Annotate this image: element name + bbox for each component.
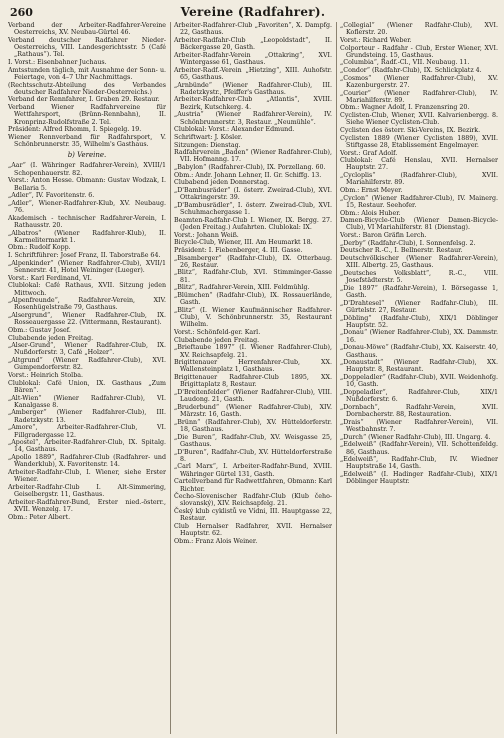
directory-entry: „Blümchen“ (Radfahr-Club), IX. Rossauerlände, Gasth. <box>174 291 332 307</box>
directory-entry: „Austria“ (Wiener Radfahrer-Verein), IV. Schönbrunnerstr. 3, Restaur. „Neumühle“. <box>174 111 332 126</box>
directory-entry: „Cycloplis“ (Radfahrer-Club), XVII. Mariahilferstr. 89. <box>340 172 498 187</box>
directory-entry: „Amberger“ (Wiener Radfahrer-Club), III. Radetzkystr. 13. <box>8 409 166 424</box>
directory-entry: Vorst.: Heinrich Stolba. <box>8 372 83 380</box>
directory-entry: Clublokal: Café Rathaus, XVII. Sitzung jeden Mittwoch. <box>8 282 166 297</box>
directory-entry: Clublokal: Café Union, IX. Gasthaus „Zum Bären“. <box>8 379 166 394</box>
directory-entry: „D'Bambusrädler“, I. österr. Zweirad-Club, XVI. Schuhmachergasse 1. <box>174 201 332 217</box>
directory-entry: Arbeiter-Radfahrer-Club „Atlantis“, XVIII. Bezirk, Kutschkerg. 4. <box>174 96 332 111</box>
directory-entry: Vorst.: Baron Gräfin Lerch. <box>340 232 427 240</box>
directory-entry: „Doppeladler“ (Radfahr-Club), XVII. Weidenhofg. 10, Gasth. <box>340 374 498 389</box>
directory-entry: „Alt-Wien“ (Wiener Radfahrer-Club), VI. Kanalgasse 8. <box>8 394 166 409</box>
directory-entry: „Brünn“ (Radfahrer-Club), XV. Hütteldorferstr. 18, Gasthaus. <box>174 418 332 433</box>
directory-entry: „Apostel“, Arbeiter-Radfahrer-Club, IX. Spitalg. 14, Gasthaus. <box>8 439 166 454</box>
directory-entry: I. Schriftführer: Josef Franz, II. Taborstraße 64. <box>8 252 161 260</box>
directory-entry: Colporteur - Radfahr - Club, Erster Wiener, XVI. Grundsteing. 15, Gasthaus. <box>340 44 498 59</box>
directory-entry: Vorst.: Schönfeld-ger. Karl. <box>174 329 261 337</box>
directory-entry: „Carl Marx“, I. Arbeiter-Radfahr-Bund, XVIII. Währinger Gürtel 131, Gasth. <box>174 463 332 478</box>
page-number: 260 <box>10 6 33 19</box>
directory-entry: Clublokal: Vorst.: Alexander Edmund. <box>174 126 295 134</box>
directory-entry: Präsident: I. Fiebenberger, 4. III. Gasse. <box>174 246 303 254</box>
directory-entry: „Adler“, Wiener-Radfahrer-Klub, XV. Neubaug. 76. <box>8 199 166 215</box>
directory-entry: Bicycle-Club, Wiener, III. Am Heumarkt 18. <box>174 239 313 247</box>
directory-entry: „Dornbach“, Radfahr-Verein, XVII. Dornbacherstr. 88, Restauration. <box>340 403 498 419</box>
directory-entry: Arbeiter-Radfahr-Verein „Ottakring“, XVI. Wintergasse 61, Gasthaus. <box>174 51 332 67</box>
directory-entry: Arbeiter-Radfahr-Club, I. Wiener, siehe Erster Wiener. <box>8 469 166 484</box>
directory-entry: „Aar“ (I. Währinger Radfahrer-Verein), XVIII/1 Schopenhauerstr. 82. <box>8 162 166 177</box>
directory-entry: Cartellverband für Radwettfahren, Obmann: Karl Richter. <box>174 478 332 493</box>
directory-entry: Verband der Arbeiter-Radfahrer-Vereine Oesterreichs, XV. Neubau-Gürtel 46. <box>8 22 166 37</box>
directory-entry: Brigittenauer Radfahrer-Club 1895, XX. Brigittaplatz 8, Restaur. <box>174 374 332 389</box>
columns <box>8 22 498 734</box>
directory-entry: „Altgrund“ (Wiener Radfahrer-Club), XVI. Gumpendorferstr. 82. <box>8 357 166 372</box>
directory-entry: Vorst.: Anton Hesse. Obmann: Gustav Wodzak, I. Bellaria 5. <box>8 177 166 192</box>
directory-entry: Arbeiter-Radf.-Verein „Hietzing“, XIII. Auhofstr. 65, Gasthaus. <box>174 66 332 81</box>
directory-entry: „D'Bambusräder“ (I. österr. Zweirad-Club), XVI. Ottakringerstr. 39. <box>174 186 332 202</box>
directory-entry: Verband Wiener Radfahrvereine für Wettfahrsport, (Brünn-Rennbahn), II. Kronprinz-Rudolfstraße 2. Tel. <box>8 104 166 126</box>
directory-entry: Verband der Rennfahrer, I. Graben 29. Restaur. <box>8 96 160 104</box>
directory-entry: Clublokal: Café Henslau, XVII. Hernalser Hauptstr. 27. <box>340 157 498 172</box>
directory-entry: Český klub cyklistů ve Vídni, III. Hauptgasse 22, Restaur. <box>174 508 332 523</box>
directory-entry: Amtsstunden täglich, mit Ausnahme der Sonn- u. Feiertage, von 4–7 Uhr Nachmittags. <box>8 66 166 81</box>
directory-entry: Wiener Rennverband für Radfahrsport, V. Schönbrunnerstr. 35, Wilhelm's Gasthaus. <box>8 133 166 149</box>
directory-entry: Vorst.: Karl Ferdinand, VI. <box>8 274 92 282</box>
column-3 <box>336 22 498 734</box>
directory-entry: Obm.: Ernst Meyer. <box>340 186 403 194</box>
directory-entry: Deutschvölkischer (Wiener Radfahrer-Verein), XIII. Albertg. 25, Gasthaus. <box>340 254 498 270</box>
directory-entry: „Döbling“ (Radfahr-Club), XIX/1 Döblinger Hauptstr. 52. <box>340 314 498 329</box>
column-1 <box>8 22 166 734</box>
directory-entry: „Donaustadt“ (Wiener Radfahr-Club), XX. Hauptstr. 8, Restaurant. <box>340 359 498 374</box>
directory-entry: „Alsergrund“, Wiener Radfahrer-Club, IX. Rosseauergasse 22. (Vittermann, Restaurant). <box>8 312 166 327</box>
directory-entry: „Blitz“, Radfahrer-Verein, XIII. Feldmühlg. <box>174 284 310 292</box>
directory-entry: „Alser-Grund“, Wiener Radfahrer-Club, IX. Nußdorferstr. 3, Café „Holzer“. <box>8 342 166 357</box>
directory-entry: „Alpenkinder“ (Wiener Radfahrer-Club), XVII/1 Sennerstr. 41, Hotel Weininger (Lueger). <box>8 259 166 274</box>
directory-entry: Arbeiter-Radfahr-Club „Leopoldstadt“, II. Bäckergasse 20, Gasth. <box>174 36 332 52</box>
directory-entry: Beamten-Radfahr-Club I. Wiener, IX. Bergg. 27. (Jeden Freitag.) Aufahrten. Clublokal: IX. <box>174 216 332 231</box>
directory-entry: „Apollo 1889“, Radfahrer-Club (Radfahrer- und Wanderklub), X. Favoritenstr. 14. <box>8 454 166 469</box>
directory-entry: „Donau-Möwe“ (Radfahr-Club), XX. Kaiserstr. 40, Gasthaus. <box>340 344 498 359</box>
directory-entry: Obm.: Peter Albert. <box>8 513 71 521</box>
directory-entry: Damen-Bicycle-Club (Wiener Damen-Bicycle-Club), VI Mariahilferstr. 81 (Dienstag). <box>340 217 498 232</box>
directory-entry: Arbeiter-Radfahr-Club I. Alt-Simmering, Geiselbergstr. 11, Gasthaus. <box>8 483 166 499</box>
directory-entry: „Albatros“ (Wiener Radfahrer-Klub), II. Karmelitermarkt 1. <box>8 229 166 244</box>
directory-entry: Präsident: Alfred Rhomm, I. Spiegelg. 19. <box>8 126 142 134</box>
directory-entry: Obm.: Franz Alois Weiner. <box>174 537 258 545</box>
directory-entry: Arbeiter-Radfahrer-Bund, Erster nied.-österr., XVII. Wenzelg. 17. <box>8 498 166 514</box>
directory-entry: „Arnbünde“ (Wiener Radfahrer-Club), III. Radetzkystr., Pfeiffer's Gasthaus. <box>174 81 332 96</box>
directory-entry: Deutscher R.-C., I. Bellnerstr. Restaur. <box>340 247 463 255</box>
directory-entry: „D'Drahtesel“ (Wiener Radfahr-Club), III. Gürtelstr. 27, Restaur. <box>340 299 498 314</box>
directory-entry: „Cosmos“ (Wiener Radfahrer-Club), XV. Kazenburgerstr. 27. <box>340 74 498 89</box>
directory-entry: Verband deutscher Radfahrer Nieder-Oesterreichs, VIII. Landesgerichtsstr. 5 (Café „Rathaus“). Tel. <box>8 36 166 59</box>
directory-entry: Obm.: Wagner Adolf, I. Franzensring 20. <box>340 104 470 112</box>
directory-entry: „Edelweiß“ (I. Hadinger Radfahr-Club), XIX/1 Döblinger Hauptstr. <box>340 471 498 486</box>
directory-entry: Čecho-Slovenischer Radfahr-Club (Klub čeho-slovanský), XIV. Reichsapfelg. 21. <box>174 493 332 508</box>
directory-entry: „Doppeladler“, Radfahrer-Club, XIX/1 Nußdorferstr. 6. <box>340 388 498 404</box>
directory-entry: Clubabende jeden Freitag. <box>8 334 94 342</box>
directory-entry: „Alpenfreunde“, Radfahrer-Verein, XIV. Rosenhügelstraße 79, Gasthaus. <box>8 297 166 312</box>
directory-entry: „Brieftaube 1897“ (I. Wiener Radfahrer-Club), XV. Reichsapfelg. 21. <box>174 344 332 359</box>
directory-entry: Obm.: Alois Huber. <box>340 209 401 217</box>
directory-entry: „Bruderbund“ (Wiener Radfahrer-Club), XIV. Märzstr. 16, Gasth. <box>174 403 332 419</box>
directory-entry: „Courier“ (Wiener Radfahrer-Club), IV. Mariahilferstr. 89. <box>340 89 498 104</box>
directory-entry: Schriftwart: J. Kösler. <box>174 133 243 141</box>
directory-entry: Obm.: Rudolf Kopp. <box>8 244 71 252</box>
directory-entry: „Blitz“ (I. Wiener Kaufmännischer Radfahrer-Club), V. Schönbrunnerstr. 35, Restaurant Wilhelm. <box>174 306 332 329</box>
directory-entry: (Rechtsschutz-Abteilung des Verbandes deutscher Radfahrer Nieder-Oesterreichs.) <box>8 81 166 96</box>
directory-entry: Cyclisten-Club, Wiener, XVII. Kalvarienbergg. 8. Siehe Wiener Cyclisten-Club. <box>340 112 498 127</box>
directory-entry: „Adler“, IV. Favoritenstr. 6. <box>8 192 95 200</box>
directory-entry: Cyclisten des österr. Ski-Vereins, IX. Bezirk. <box>340 127 481 135</box>
directory-entry: „Durch“ (Wiener Radfahr-Club), III. Ungarg. 4. <box>340 433 491 441</box>
directory-entry: „Die 1897“ (Radfahr-Verein), I. Börsegasse 1, Gasth. <box>340 284 498 299</box>
directory-entry: Brigittenauer Herrenfahrer-Club, XX. Wallensteinplatz 1, Gasthaus. <box>174 359 332 374</box>
directory-entry: „Edelweiß“ (Radfahr-Verein), VII. Schottenfeldg. 86, Gasthaus. <box>340 441 498 456</box>
directory-entry: „Donau“ (Wiener Radfahrer-Club), XX. Dammstr. 16. <box>340 329 498 344</box>
section-heading: b) Vereine. <box>67 151 107 160</box>
directory-entry: „D'Buren“, Radfahr-Club, XV. Hütteldorferstraße 8. <box>174 448 332 463</box>
directory-entry: Vorst.: Johann Weiß. <box>174 231 239 239</box>
directory-entry: Sitzungen: Dienstag. <box>174 141 241 149</box>
directory-entry: Obm.: Gustav Josef. <box>8 326 71 334</box>
directory-entry: Obm.: Andr. Johann Lehner, II. Gr. Schiffg. 13. <box>174 171 322 179</box>
running-title: Vereine (Radfahrer). <box>180 5 326 19</box>
directory-entry: „Collegial“ (Wiener Radfahr-Club), XVI. Koflerstr. 20. <box>340 22 498 37</box>
page-header <box>8 4 498 22</box>
directory-entry: „Babylon“ (Radfahrer-Club), IX. Porzellang. 60. <box>174 164 326 172</box>
directory-entry: Arbeiter-Radfahrer-Club „Favoriten“, X. Dampfg. 22, Gasthaus. <box>174 22 332 37</box>
directory-entry: „Die Buren“, Radfahr-Club, XV. Weisgasse 25, Gasthaus. <box>174 433 332 448</box>
directory-entry: „Drais“ (Wiener Radfahrer-Verein), VII. Westbahnstr. 7. <box>340 418 498 433</box>
directory-entry: „Condor“ (Radfahr-Club), IX. Schlickplatz 4. <box>340 67 482 75</box>
directory-entry: „Amore“, Arbeiter-Radfahrer-Club, VI. Fillgradergasse 12. <box>8 424 166 439</box>
directory-entry: „D'Breitenfelder“ (Wiener Radfahrer-Club), VIII. Laudong. 21, Gasth. <box>174 388 332 404</box>
directory-entry: „Blitz“, Radfahr-Club, XVI. Stimminger-Gasse 81. <box>174 269 332 284</box>
directory-entry: „Bisamberger“ (Radfahr-Club), IX. Otterbaug. 26, Restaur. <box>174 254 332 269</box>
directory-entry: Club Hernalser Radfahrer, XVII. Hernalser Hauptstr. 62. <box>174 522 332 538</box>
directory-entry: „Cyclon“ (Wiener Radfahrer-Club), IV. Mainerg. 15, Restaur. Seehofer. <box>340 194 498 209</box>
directory-entry: Radfahrverein „Baden“ (Wiener Radfahrer-Club), VII. Hofmanng. 17. <box>174 149 332 164</box>
column-2 <box>170 22 332 734</box>
directory-entry: Clubabend jeden Donnerstag. <box>174 179 270 187</box>
directory-entry: Vorst.: Richard Weber. <box>340 36 412 44</box>
directory-entry: Akademisch - technischer Radfahrer-Verein, I. Rathausstr. 20. <box>8 214 166 229</box>
directory-entry: I. Vorst.: Eisenbahner Juchaus. <box>8 59 107 67</box>
directory-entry: „Deutsches Volksblatt“, R.-C., VIII. Josefstädterstr. 5. <box>340 269 498 285</box>
directory-entry: „Columbia“, Radf.-Cl., VII. Neubaug. 11. <box>340 59 470 67</box>
directory-entry: „Edelweiß“, Radfahr-Club, IV. Wiedner Hauptstraße 14, Gasth. <box>340 456 498 471</box>
directory-entry: „Derby“ (Radfahr-Club), I. Sonnenfelsg. 2. <box>340 239 476 247</box>
directory-entry: Vorst.: Graf Adolf. <box>340 149 398 157</box>
directory-entry: Cyclisten 1889 (Wiener Cyclisten 1889), XVII. Stiftgasse 28, Etablissement Engelmayer. <box>340 134 498 149</box>
directory-entry: Clubabende jeden Freitag. <box>174 336 260 344</box>
